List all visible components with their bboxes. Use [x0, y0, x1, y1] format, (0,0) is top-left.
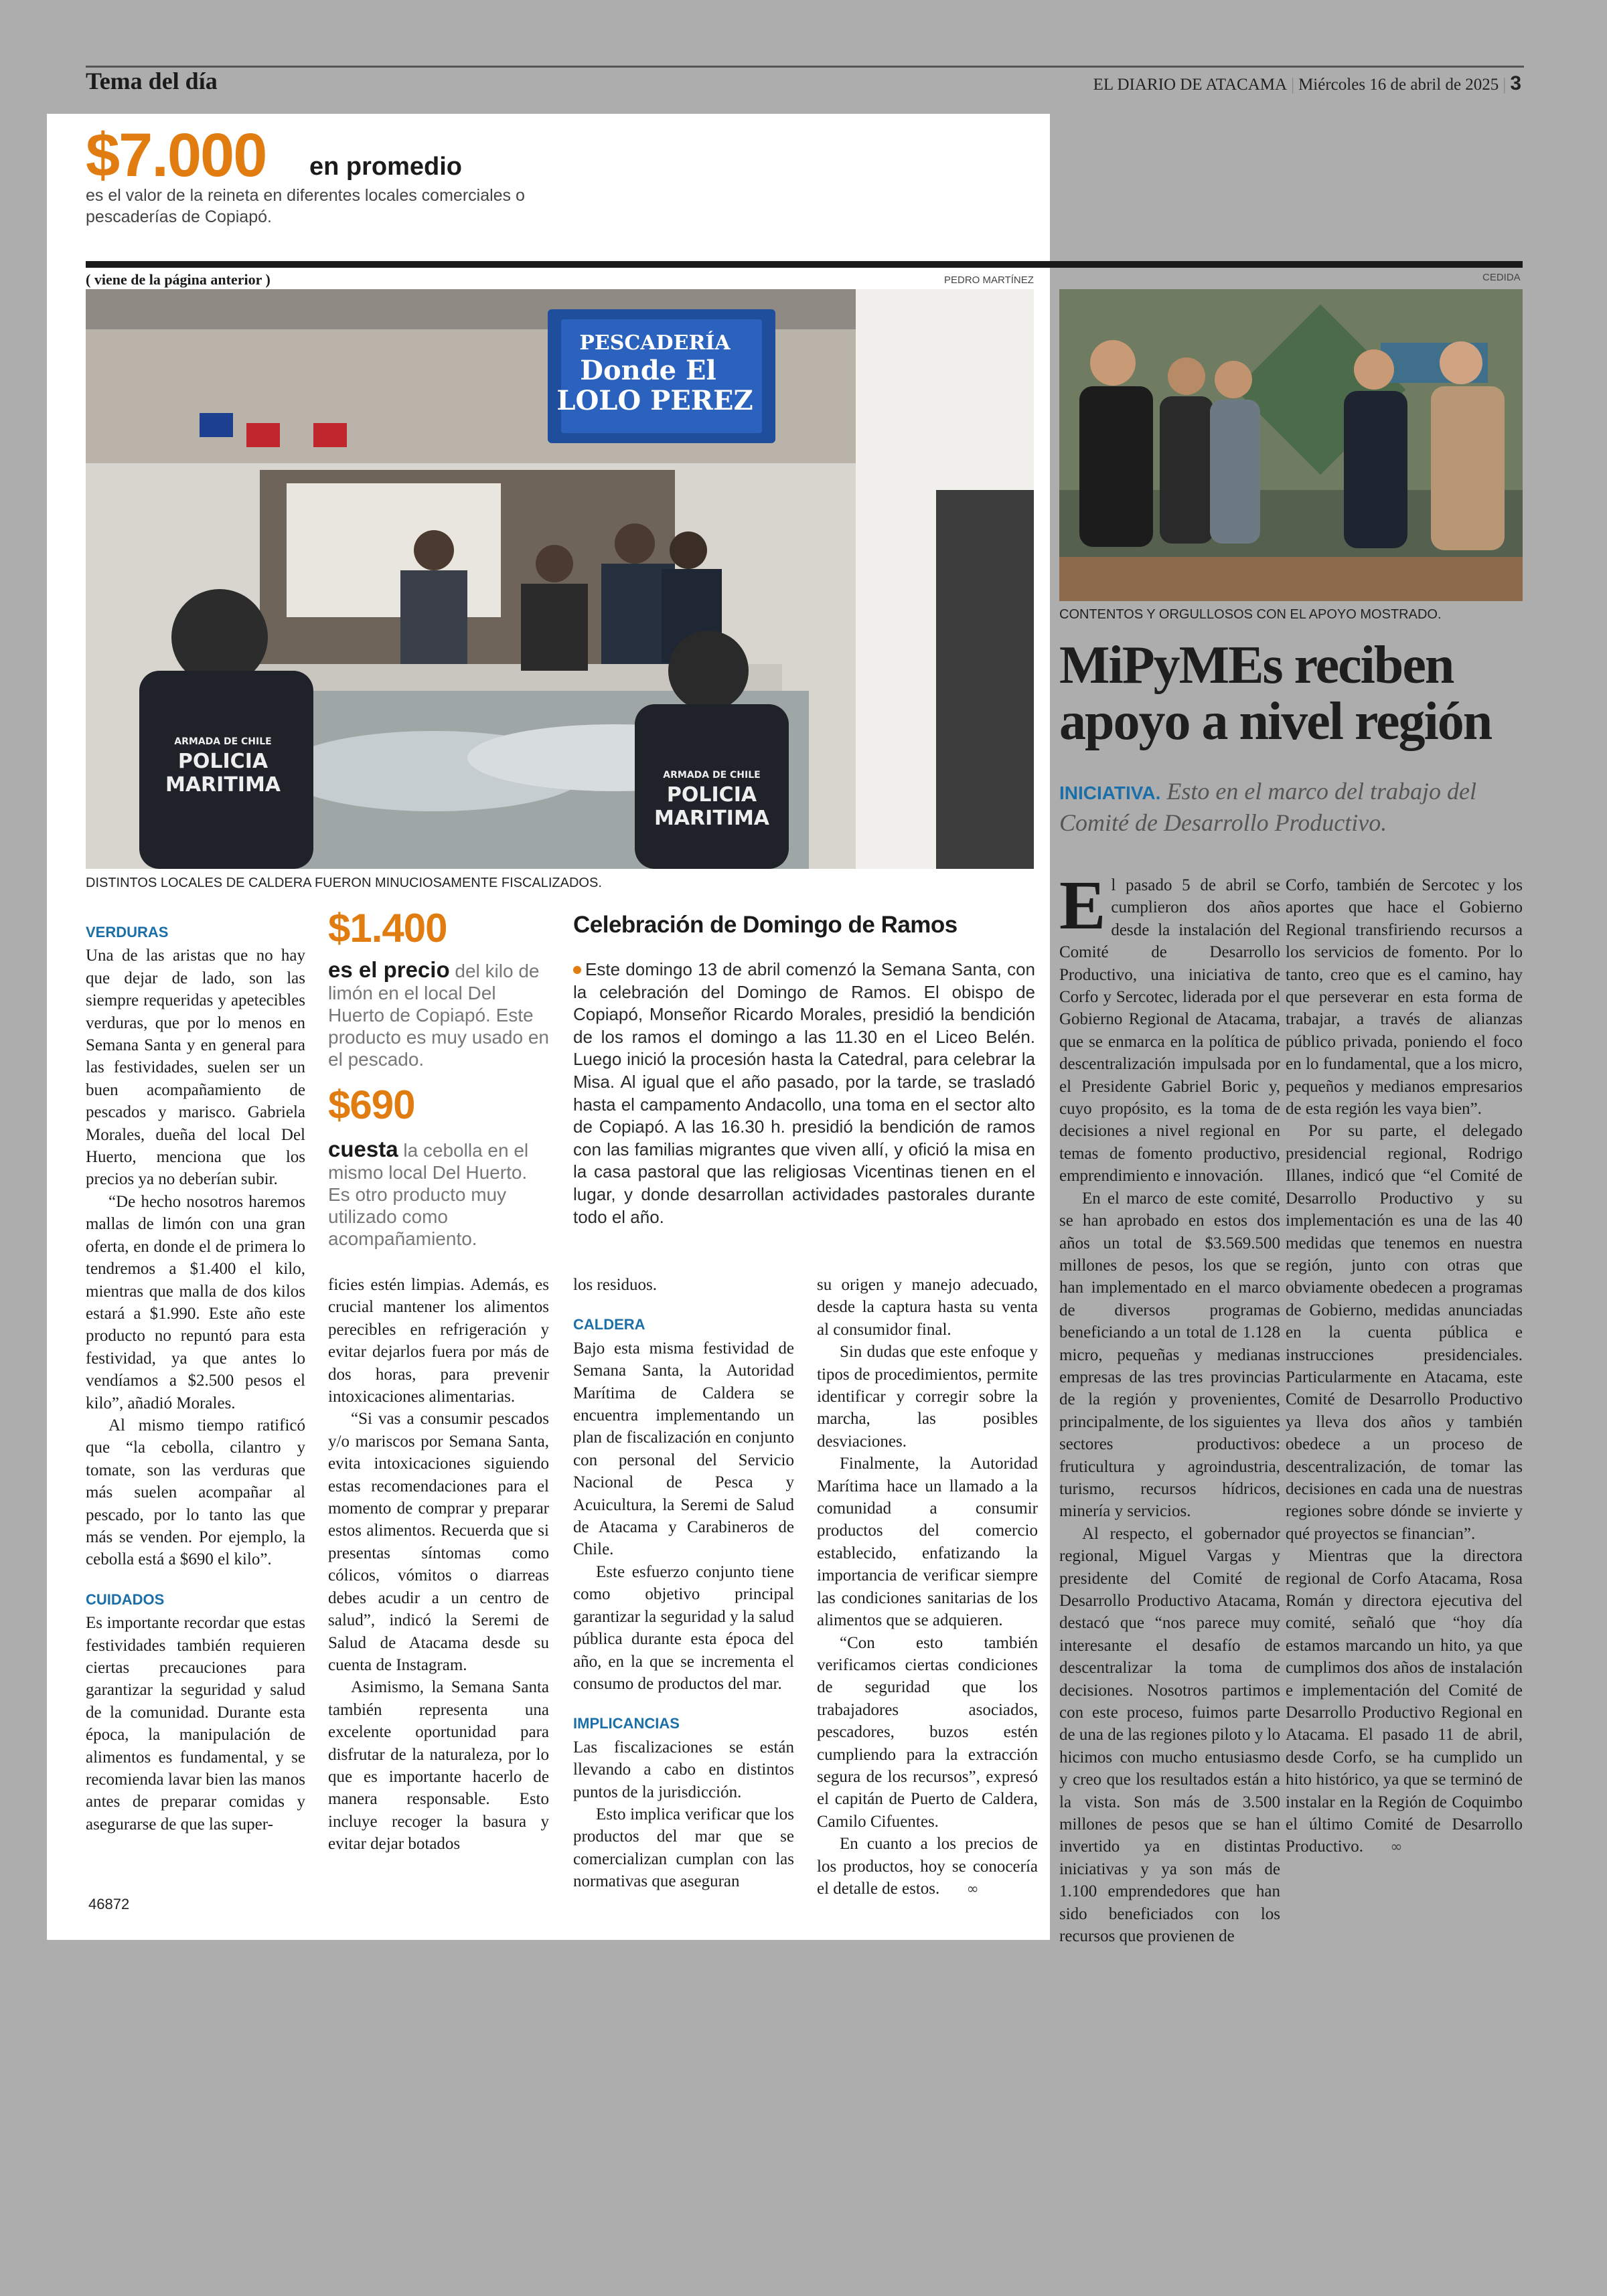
vest2-line1: ARMADA DE CHILE: [663, 770, 761, 781]
paragraph: Es importante recordar que estas festividades también requieren ciertas precauciones para garantizar la seguridad y salud de la comunidad. Durante esta época, la manipulación de alimentos es fundamental, y se recomienda lavar bien las manos antes de preparar comidas y asegurarse de que las super-: [86, 1614, 305, 1833]
divider-rule-right: [1051, 261, 1523, 268]
vest1-line2: POLICIA: [177, 750, 269, 773]
main-photo-caption: DISTINTOS LOCALES DE CALDERA FUERON MINUCIOSAMENTE FISCALIZADOS.: [86, 876, 602, 890]
paper-date: Miércoles 16 de abril de 2025: [1298, 76, 1499, 94]
paragraph: Al mismo tiempo ratificó que “la cebolla, cilantro y tomate, son las verduras que más suelen acompañar al pescado, por lo tanto las que más se venden. Por ejemplo, la cebolla está a $690 el kilo”.: [86, 1416, 305, 1569]
fish-market-illustration: [86, 289, 1034, 869]
right-column-1: [1059, 867, 1280, 1948]
sidebar-text: Este domingo 13 de abril comenzó la Semana Santa, con la celebración del Domingo de Ramos. El obispo de Copiapó, Monseñor Ricardo Morales, presidió la bendición de los ramos el domingo a las 11.30 en el Liceo Belén. Luego inició la procesión hasta la Catedral, para celebrar la Misa. Al igual que el año pasado, por la tarde, se trasladó hasta el campamento Andacollo, una toma en el sector alto de Copiapó. A las 16.30 h. presidió la bendición de ramos con las familias migrantes que viven allí, y ofició la misa en la casa pastoral que las religiosas Vicentinas tienen en el lugar, y donde desarrollan actividades pastorales durante todo el año.: [573, 959, 1035, 1227]
article-column-2: [328, 1274, 549, 1856]
price-onion: $690: [328, 1082, 415, 1127]
article-column-1: [86, 918, 305, 1835]
paragraph: [1059, 867, 1280, 1187]
vest2-line2: POLICIA: [666, 783, 757, 807]
headline-price: $7.000: [86, 121, 266, 189]
price-onion-desc: la cebolla en el mismo local Del Huerto. Es otro producto muy utilizado como acompañamiento.: [328, 1140, 529, 1249]
vest1-line1: ARMADA DE CHILE: [174, 736, 272, 747]
section-title: Tema del día: [86, 68, 218, 94]
subhead-verduras: VERDURAS: [86, 924, 169, 940]
paragraph: [1286, 1545, 1523, 1859]
paragraph: “Si vas a consumir pescados y/o mariscos por Semana Santa, evita intoxicaciones siguiendo estas recomendaciones para el momento de comprar y preparar estos alimentos. Recuerda que si presentas síntomas como cólicos, vómitos o diarreas debes acudir a un centro de salud”, indicó la Seremi de Salud de Atacama desde su cuenta de Instagram.: [328, 1410, 549, 1674]
sidebar-body: [573, 959, 1035, 1228]
right-headline: MiPyMEs reciben apoyo a nivel región: [1059, 636, 1492, 751]
paragraph-text: l pasado 5 de abril se cumplieron dos años desde la instalación del Comité de Desarrollo Productivo, una iniciativa de Corfo y Sercotec, liderada por el Gobierno Regional de Atacama, que se enmarca en la política de descentralización impulsada por el Presidente Gabriel Boric y, cuyo propósito, es la toma de decisiones a nivel regional en temas de fomento productivo, emprendimiento e innovación.: [1059, 876, 1280, 1185]
end-mark-icon: ∞: [1390, 1839, 1403, 1856]
paragraph: Corfo, también de Sercotec y los aportes que hace el Gobierno Regional transfiriendo recursos a los servicios de fomento. Por lo tanto, creo que es el camino, hay que perseverar en esta forma de trabajar, a través de alianzas público privada, poniendo el foco en lo fundamental, que a los micro, pequeños y medianos empresarios de esta región les vaya bien”.: [1286, 876, 1523, 1119]
paragraph: Sin dudas que este enfoque y tipos de procedimientos, permite identificar y corregir sobre la marcha, las posibles desviaciones.: [817, 1343, 1038, 1451]
paper-name: EL DIARIO DE ATACAMA: [1093, 76, 1288, 94]
sign-name-text: LOLO PEREZ: [556, 385, 753, 416]
right-photo: [1059, 289, 1523, 601]
sidebar-title: Celebración de Domingo de Ramos: [573, 912, 958, 938]
paragraph: “De hecho nosotros haremos mallas de limón con una gran oferta, en donde el de primera lo tendremos a $1.400 el kilo, mientras que malla de dos kilos estará a $1.990. Este año este producto no repuntó para esta festividad, ya que antes lo vendíamos a $2.500 pesos el kilo”, añadió Morales.: [86, 1192, 305, 1412]
vest1-line3: MARITIMA: [165, 773, 281, 797]
headline-price-desc: es el valor de la reineta en diferentes locales comerciales o pescaderías de Copiapó.: [86, 186, 525, 226]
paragraph: Finalmente, la Autoridad Marítima hace un llamado a la comunidad a consumir productos del comercio establecido, enfatizando la importancia de verificar siempre las condiciones sanitarias de los alimentos que se adquieren.: [817, 1455, 1038, 1630]
paragraph: Bajo esta misma festividad de Semana Santa, la Autoridad Marítima de Caldera se encuentra implementando un plan de fiscalización en conjunto con personal del Servicio Nacional de Pesca y Acuicultura, la Seremi de Salud de Atacama y Carabineros de Chile.: [573, 1339, 794, 1559]
price-lemon-text: [328, 959, 549, 1070]
paragraph: Asimismo, la Semana Santa también representa una excelente oportunidad para disfrutar de la naturaleza, por lo que es importante hacerlo de manera responsable. Esto incluye recoger la basura y evitar dejar botados: [328, 1678, 549, 1854]
kicker-text: Esto en el marco del trabajo del Comité de Desarrollo Productivo.: [1059, 778, 1476, 836]
paragraph-text: Mientras que la directora regional de Corfo Atacama, Rosa Román y directora ejecutiva del comité, señaló que “hoy día estamos marcando un hito, ya que cumplimos dos años de instalación e implementación del Comité de Desarrollo Productivo Regional en Atacama. El pasado 11 de abril, desde Corfo, se ha cumplido un hito histórico, ya que se terminó de instalar en la Región de Coquimbo el último Comité de Desarrollo Productivo.: [1286, 1547, 1523, 1856]
photo-credit-right: CEDIDA: [1482, 272, 1521, 283]
paragraph: “Con esto también verificamos ciertas condiciones de seguridad que los trabajadores asociados, pescadores, buzos estén cumpliendo para la extracción segura de los recursos”, expresó el capitán de Puerto de Caldera, Camilo Cifuentes.: [817, 1633, 1038, 1831]
header-rule: [86, 66, 1524, 68]
subhead-implicancias: IMPLICANCIAS: [573, 1715, 680, 1732]
right-column-2: [1286, 874, 1523, 1859]
group-photo-illustration: [1059, 289, 1523, 601]
paragraph: Esto implica verificar que los productos del mar que se comercializan cumplan con las normativas que aseguran: [573, 1805, 794, 1891]
paper-info: EL DIARIO DE ATACAMA | Miércoles 16 de abril de 2025 | 3: [1093, 72, 1521, 94]
right-photo-caption: CONTENTOS Y ORGULLOSOS CON EL APOYO MOSTRADO.: [1059, 607, 1442, 622]
kicker-label: INICIATIVA.: [1059, 783, 1161, 803]
price-onion-bold: cuesta: [328, 1137, 398, 1161]
right-kicker: [1059, 776, 1528, 837]
price-onion-text: [328, 1138, 549, 1250]
subhead-cuidados: CUIDADOS: [86, 1590, 165, 1608]
article-column-4: [817, 1274, 1038, 1900]
article-code: 46872: [88, 1896, 130, 1912]
paragraph: Por su parte, el delegado presidencial regional, Rodrigo Illanes, indicó que “el Comité de Desarrollo Productivo y su implementación es una de las 40 medidas que tenemos en nuestra región, junto con otras que obviamente obedecen a programas de Gobierno, medidas anunciadas en la cuenta pública e instrucciones presidenciales. Particularmente en Atacama, este Comité de Desarrollo Productivo ya lleva dos años y también obedece a un proceso de descentralización, de tomar las decisiones en cada una de nuestras regiones sobre dónde se invierte y qué proyectos se financian”.: [1286, 1122, 1523, 1543]
photo-credit-left: PEDRO MARTÍNEZ: [944, 274, 1034, 286]
price-lemon-bold: es el precio: [328, 957, 450, 982]
paragraph: Una de las aristas que no hay que dejar de lado, son las siempre requeridas y apetecibles verduras, que por lo menos en Semana Santa y en general para las festividades, suelen ser un buen acompañamiento de pescados y marisco. Gabriela Morales, dueña del local Del Huerto, menciona que los precios ya no deberían subir.: [86, 947, 305, 1189]
bullet-icon: [573, 966, 581, 974]
end-mark-icon: ∞: [966, 1880, 979, 1898]
vest2-line3: MARITIMA: [654, 807, 770, 830]
dropcap: E: [1059, 867, 1106, 944]
paragraph: los residuos.: [573, 1276, 657, 1294]
divider-rule: [86, 261, 1051, 268]
article-column-3: [573, 1274, 794, 1893]
main-photo: [86, 289, 1034, 869]
paragraph: En el marco de este comité, se han aprobado en estos dos años un total de $3.569.500 millones de pesos, los que se han implementado en el marco de diversos programas beneficiando a un total de 1.128 micro, pequeñas y medianas empresas de las tres provincias de la región y provenientes, principalmente, de los siguientes sectores productivos: fruticultura y agroindustria, turismo, recursos hídricos, minería y servicios.: [1059, 1189, 1280, 1521]
paragraph: [817, 1833, 1038, 1900]
headline-price-tag: en promedio: [309, 153, 463, 181]
paragraph-text: En cuanto a los precios de los productos, hoy se conocería el detalle de estos.: [817, 1835, 1038, 1898]
sign-mid-text: Donde El: [580, 355, 716, 386]
price-lemon: $1.400: [328, 906, 447, 951]
paragraph: ficies estén limpias. Además, es crucial mantener los alimentos perecibles en refrigeración y evitar dejarlos fuera por más de dos horas, para prevenir intoxicaciones alimentarias.: [328, 1276, 549, 1406]
sign-top-text: PESCADERÍA: [579, 331, 731, 355]
continued-note: ( viene de la página anterior ): [86, 271, 271, 288]
page-number: 3: [1510, 72, 1521, 94]
price-lemon-desc: del kilo de limón en el local Del Huerto de Copiapó. Este producto es muy usado en el pescado.: [328, 961, 549, 1070]
subhead-caldera: CALDERA: [573, 1316, 645, 1333]
paragraph: Este esfuerzo conjunto tiene como objetivo principal garantizar la seguridad y la salud pública durante esta época del año, en la que se incrementa el consumo de productos del mar.: [573, 1562, 794, 1693]
paragraph: Al respecto, el gobernador regional, Miguel Vargas y presidente del Comité de Desarrollo Productivo Atacama, destacó que “nos parece muy interesante el desafío de descentralizar la toma de decisiones. Nosotros partimos con este proceso, fuimos parte de una de las regiones piloto y lo hicimos con mucho entusiasmo y creo que los resultados están a la vista. Son más de 3.500 millones de pesos que se han invertido ya en distintas iniciativas y ya son más de 1.100 emprendedores que han sido beneficiados con los recursos que provienen de: [1059, 1524, 1280, 1946]
paragraph: Las fiscalizaciones se están llevando a cabo en distintos puntos de la jurisdicción.: [573, 1738, 794, 1801]
paragraph: su origen y manejo adecuado, desde la captura hasta su venta al consumidor final.: [817, 1276, 1038, 1339]
